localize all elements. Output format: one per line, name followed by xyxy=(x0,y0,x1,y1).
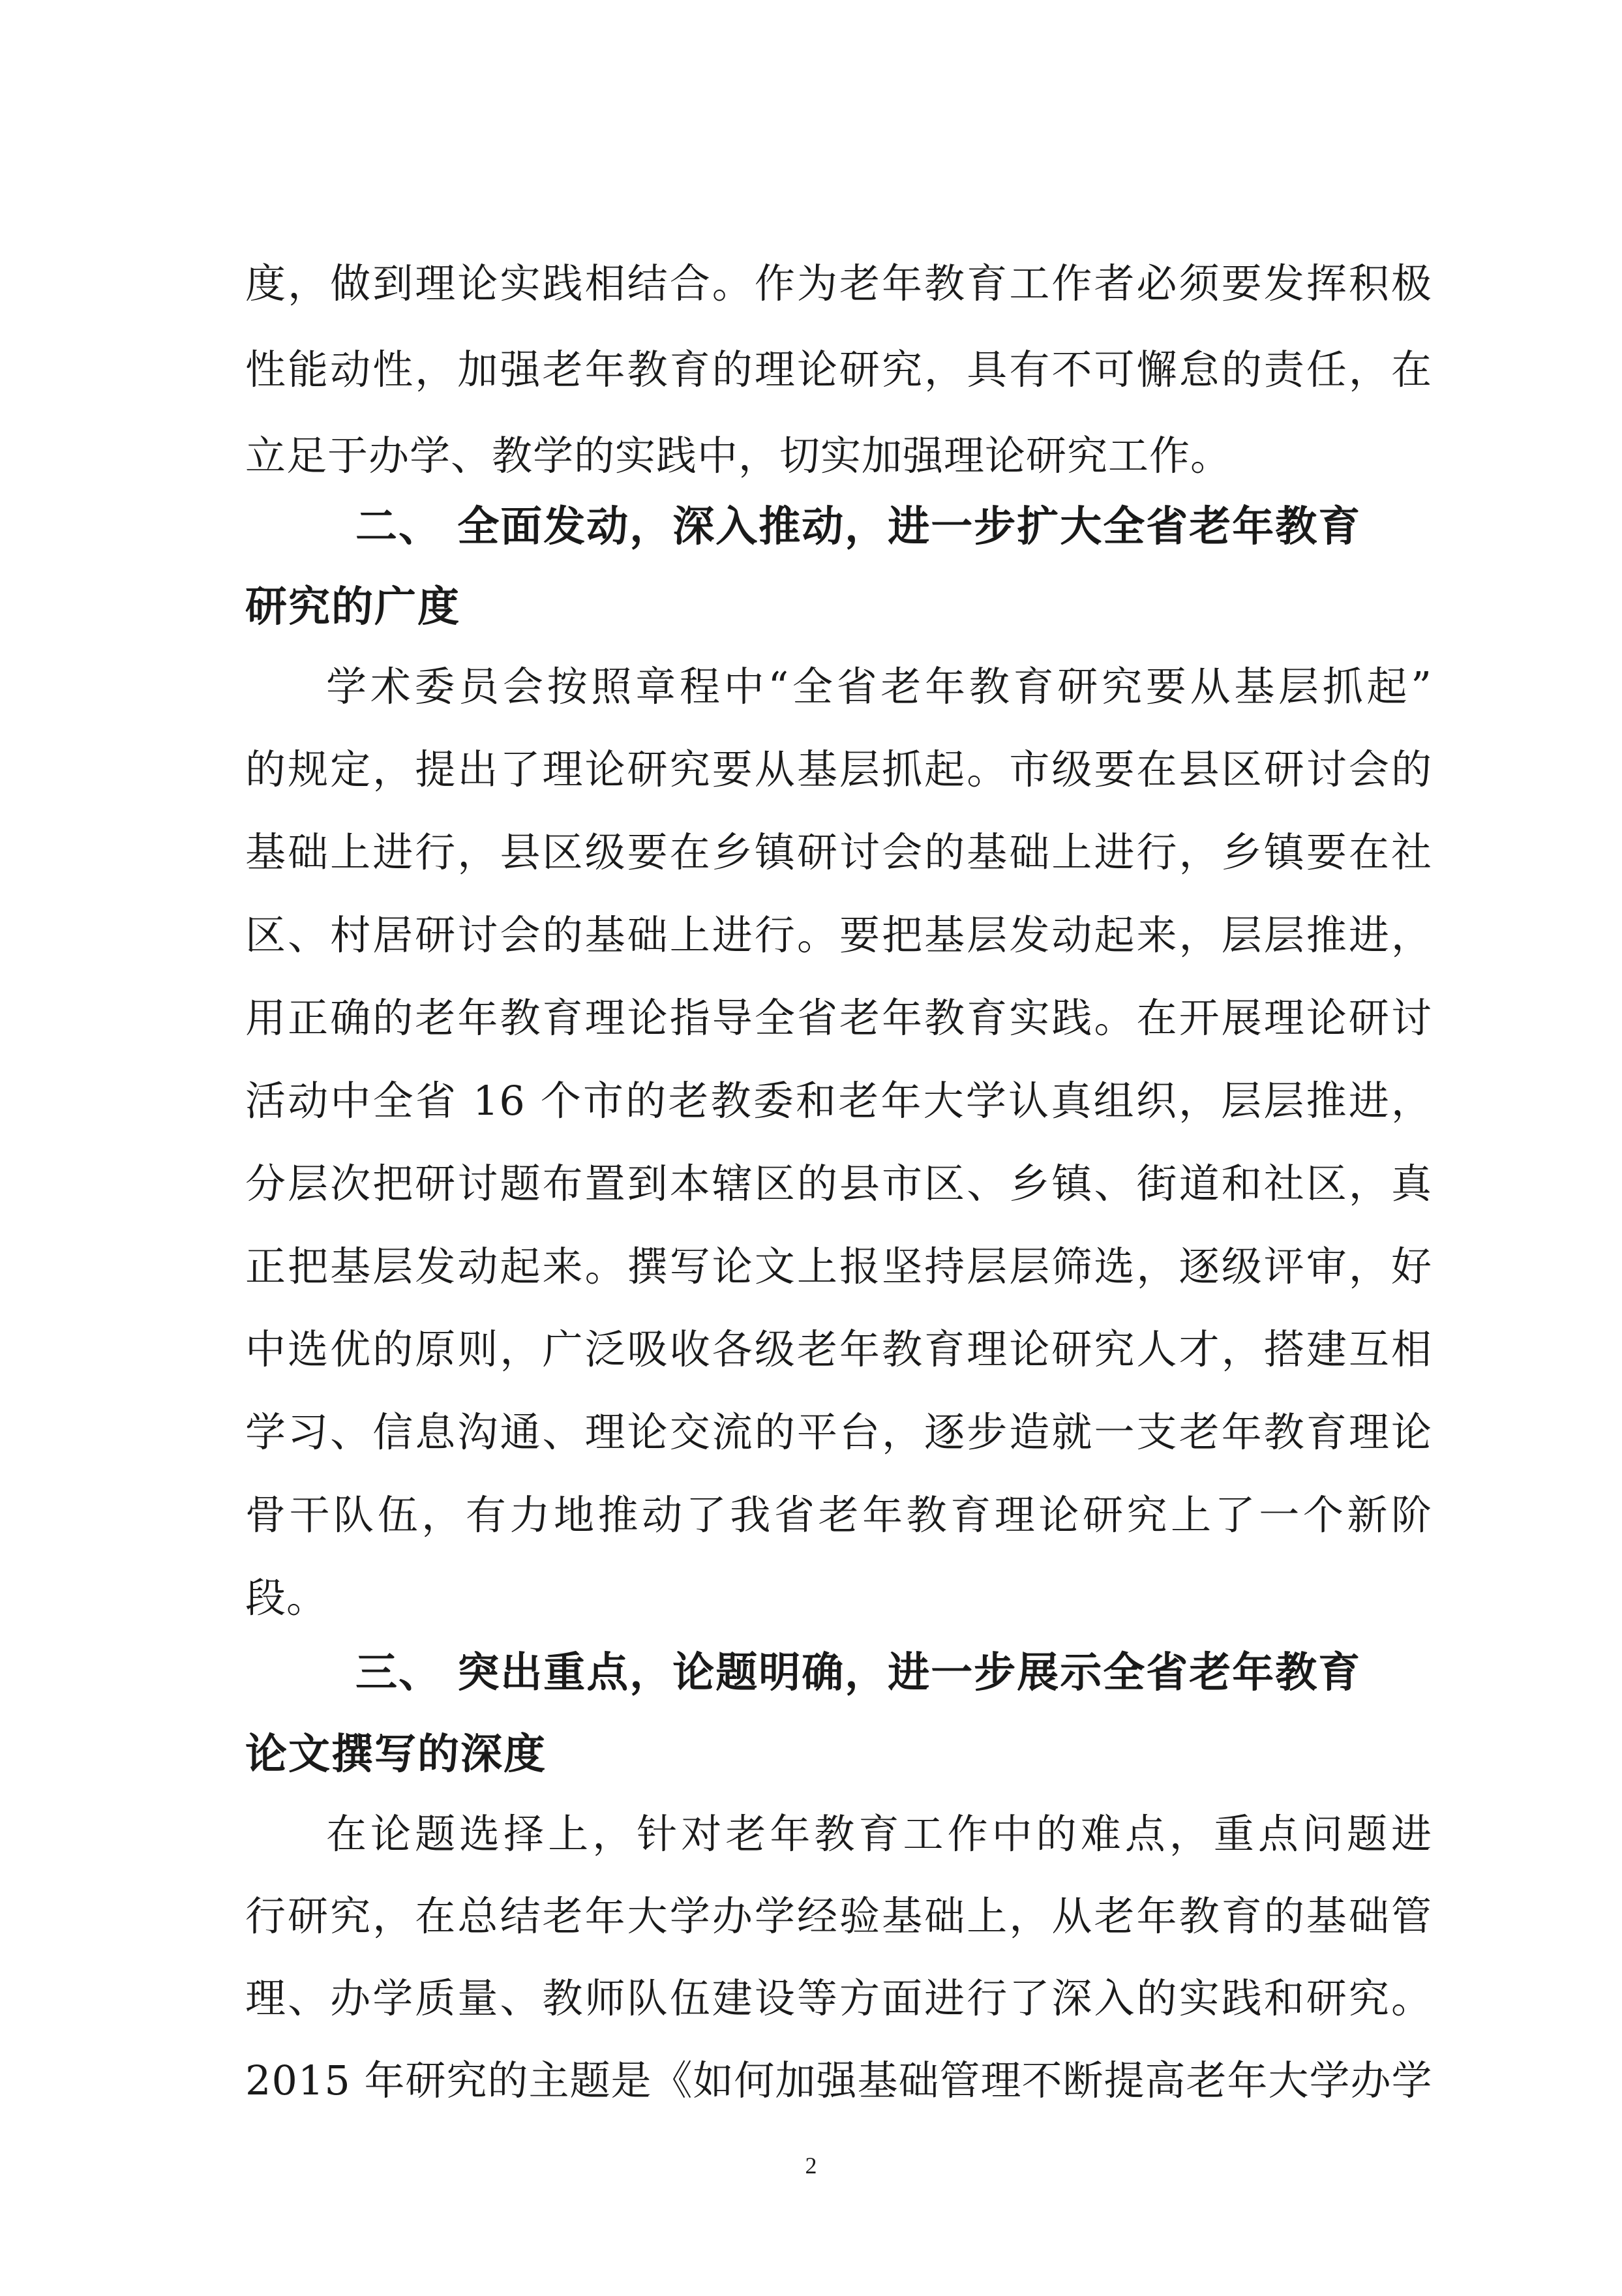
section-2-heading-line-1: 二、 全面发动，深入推动，进一步扩大全省老年教育 xyxy=(355,503,1362,551)
paragraph-1-line: 立足于办学、教学的实践中，切实加强理论研究工作。 xyxy=(245,432,1232,479)
section-3-heading-line-1: 三、 突出重点，论题明确，进一步展示全省老年教育 xyxy=(355,1649,1362,1697)
section-2-heading-line-2: 研究的广度 xyxy=(245,583,460,631)
section-2-body-line: 学术委员会按照章程中“全省老年教育研究要从基层抓起” xyxy=(326,663,1432,710)
section-2-body-line: 中选优的原则，广泛吸收各级老年教育理论研究人才，搭建互相 xyxy=(245,1325,1432,1373)
section-2-body-line: 段。 xyxy=(245,1574,328,1622)
section-2-body-line: 骨干队伍，有力地推动了我省老年教育理论研究上了一个新阶 xyxy=(245,1491,1432,1539)
paragraph-1-line: 度，做到理论实践相结合。作为老年教育工作者必须要发挥积极 xyxy=(245,260,1432,307)
section-2-body-line: 的规定，提出了理论研究要从基层抓起。市级要在县区研讨会的 xyxy=(245,746,1432,793)
section-2-body-line: 学习、信息沟通、理论交流的平台，逐步造就一支老年教育理论 xyxy=(245,1408,1432,1456)
section-2-body-line: 用正确的老年教育理论指导全省老年教育实践。在开展理论研讨 xyxy=(245,994,1432,1042)
section-2-body-line: 活动中全省 16 个市的老教委和老年大学认真组织，层层推进， xyxy=(245,1077,1432,1125)
section-2-body-line: 正把基层发动起来。撰写论文上报坚持层层筛选，逐级评审，好 xyxy=(245,1243,1432,1290)
section-2-body-line: 区、村居研讨会的基础上进行。要把基层发动起来，层层推进， xyxy=(245,911,1432,959)
section-3-body-line: 在论题选择上，针对老年教育工作中的难点，重点问题进 xyxy=(326,1810,1432,1858)
section-2-body-line: 分层次把研讨题布置到本辖区的县市区、乡镇、街道和社区，真 xyxy=(245,1160,1432,1207)
paragraph-1-line: 性能动性，加强老年教育的理论研究，具有不可懈怠的责任，在 xyxy=(245,346,1432,393)
section-2-body-line: 基础上进行，县区级要在乡镇研讨会的基础上进行，乡镇要在社 xyxy=(245,828,1432,876)
section-3-body-line: 2015 年研究的主题是《如何加强基础管理不断提高老年大学办学 xyxy=(245,2057,1433,2104)
section-3-body-line: 行研究，在总结老年大学办学经验基础上，从老年教育的基础管 xyxy=(245,1892,1432,1940)
page-number: 2 xyxy=(805,2152,817,2179)
section-3-body-line: 理、办学质量、教师队伍建设等方面进行了深入的实践和研究。 xyxy=(245,1974,1432,2022)
section-3-heading-line-2: 论文撰写的深度 xyxy=(245,1730,547,1779)
